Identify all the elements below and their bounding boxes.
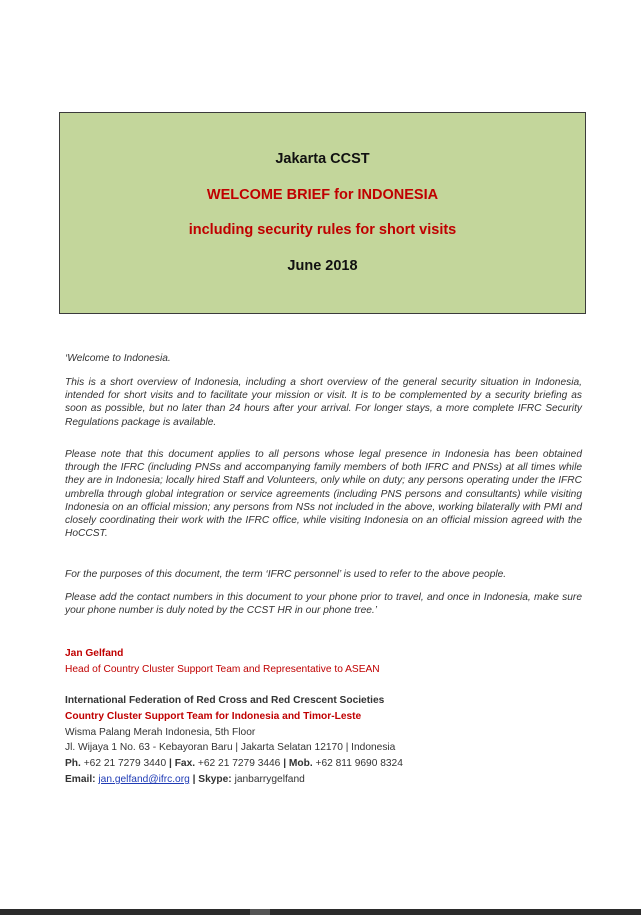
signatory-name: Jan Gelfand bbox=[65, 648, 124, 659]
office-name: Jakarta CCST bbox=[275, 151, 370, 167]
phone-value: +62 21 7279 3440 bbox=[83, 758, 167, 770]
contact-block bbox=[65, 693, 403, 788]
signature-block bbox=[65, 646, 380, 678]
mobile-value: +62 811 9690 8324 bbox=[315, 758, 403, 770]
window-bottom-bar bbox=[0, 909, 641, 915]
paragraph-overview: This is a short overview of Indonesia, including a short overview of the general security situation in Indonesia, intended for short visits and to facilitate your mission or visit. It is to be complemented by a security briefing as soon as possible, but no later than 24 hours after your arrival. For longer stays, a more complete IFRC Security Regulations package is available. bbox=[65, 377, 582, 428]
separator: | bbox=[283, 758, 287, 770]
mobile-label: Mob. bbox=[288, 758, 313, 770]
email-label: Email: bbox=[65, 773, 96, 785]
scroll-indicator[interactable] bbox=[250, 909, 270, 915]
title-box bbox=[59, 112, 586, 314]
paragraph-contacts: Please add the contact numbers in this document to your phone prior to travel, and once in Indonesia, make sure your phone number is duly noted by the CCST HR in our phone tree.’ bbox=[65, 592, 582, 617]
signatory-title: Head of Country Cluster Support Team and Representative to ASEAN bbox=[65, 663, 380, 675]
street-address: Jl. Wijaya 1 No. 63 - Kebayoran Baru | Jakarta Selatan 12170 | Indonesia bbox=[65, 742, 396, 754]
phone-label: Ph. bbox=[65, 758, 81, 770]
skype-value: janbarrygelfand bbox=[234, 773, 305, 785]
organization-name: International Federation of Red Cross and Red Crescent Societies bbox=[65, 695, 385, 706]
fax-value: +62 21 7279 3446 bbox=[197, 758, 281, 770]
separator: | bbox=[168, 758, 172, 770]
building-name: Wisma Palang Merah Indonesia, 5th Floor bbox=[65, 726, 256, 738]
document-title: WELCOME BRIEF for INDONESIA bbox=[206, 187, 439, 203]
skype-label: Skype: bbox=[198, 773, 232, 785]
document-date: June 2018 bbox=[287, 258, 358, 274]
paragraph-welcome: ‘Welcome to Indonesia. bbox=[65, 353, 171, 364]
phone-line bbox=[65, 756, 403, 772]
paragraph-applicability: Please note that this document applies to all persons whose legal presence in Indonesia has been obtained through the IFRC (including PNSs and accompanying family members of both IFRC and PNSs) at all times while they are in Indonesia; locally hired Staff and Volunteers, only while on duty; any persons operating under the IFRC umbrella through global integration or service agreements (including PNS persons and consultants) while visiting Indonesia on an official mission; any persons from NSs not included in the above, working bilaterally with PMI and closely coordinating their work with the IFRC office, while visiting Indonesia on an official mission agreed with the HoCCST. bbox=[65, 449, 582, 540]
document-subtitle: including security rules for short visits bbox=[188, 222, 457, 238]
fax-label: Fax. bbox=[174, 758, 196, 770]
email-link[interactable]: jan.gelfand@ifrc.org bbox=[98, 773, 190, 785]
email-line bbox=[65, 772, 403, 788]
separator: | bbox=[192, 773, 196, 785]
team-name: Country Cluster Support Team for Indonesia and Timor-Leste bbox=[65, 710, 362, 722]
paragraph-definition: For the purposes of this document, the term ‘IFRC personnel’ is used to refer to the above people. bbox=[65, 569, 507, 580]
